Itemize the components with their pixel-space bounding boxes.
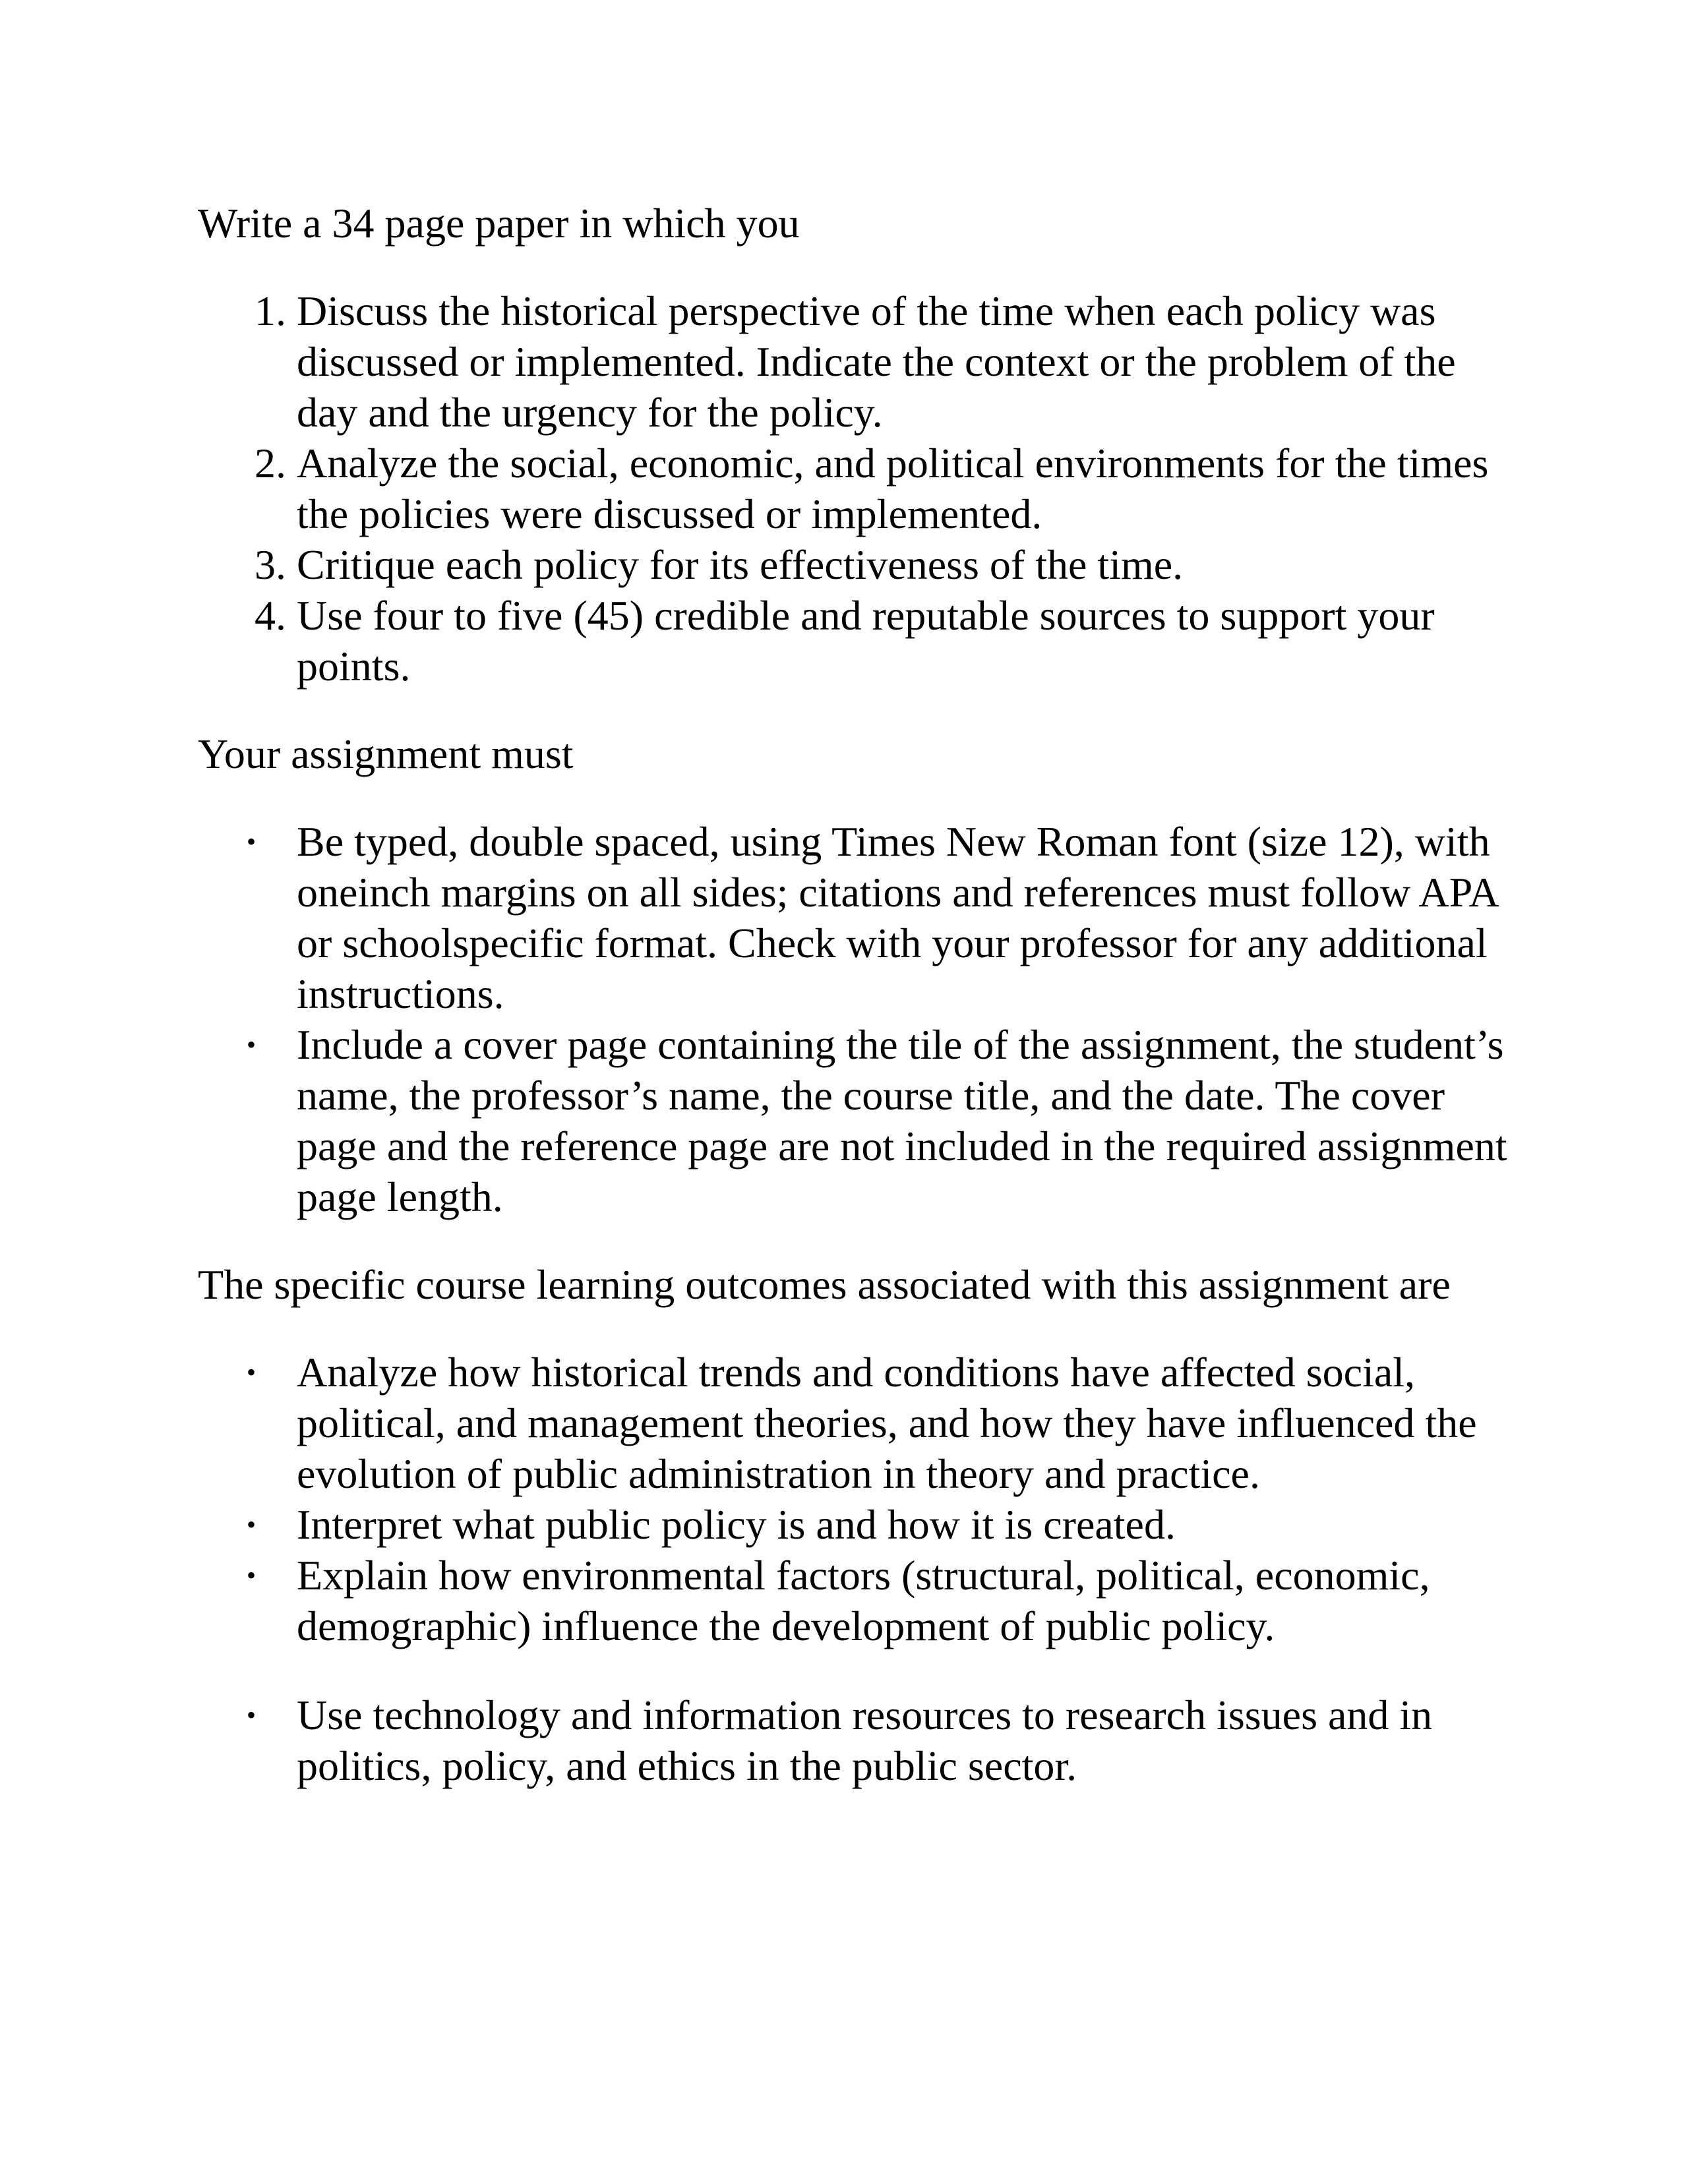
task-list xyxy=(198,285,1517,692)
requirements-heading: Your assignment must xyxy=(198,730,574,777)
task-item-4: 4. Use four to five (45) credible and reputable sources to support your points. xyxy=(297,590,1517,692)
requirement-text-2: Include a cover page containing the tile of the assignment, the student’s name, the professor’s name, the course title, and the date. The cover page and the reference page are not included in the required assignment page length. xyxy=(297,1021,1507,1220)
task-item-3: 3. Critique each policy for its effectiveness of the time. xyxy=(297,539,1517,590)
outcome-text-1: Analyze how historical trends and conditions have affected social, political, and management theories, and how they have influenced the evolution of public administration in theory and practice. xyxy=(297,1349,1477,1497)
outcomes-list xyxy=(198,1347,1517,1791)
outcome-item-3 xyxy=(247,1550,1517,1651)
document-page xyxy=(198,198,1517,1828)
outcomes-heading: The specific course learning outcomes associated with this assignment are xyxy=(198,1261,1451,1308)
requirements-list xyxy=(198,816,1517,1222)
bullet-icon: • xyxy=(247,1357,256,1387)
requirement-item-2 xyxy=(247,1019,1517,1222)
outcome-text-4: Use technology and information resources to research issues and in politics, policy, and ethics in the public sector. xyxy=(297,1692,1433,1789)
bullet-icon: • xyxy=(247,1700,256,1730)
outcome-text-3: Explain how environmental factors (structural, political, economic, demographic) influence the development of public policy. xyxy=(297,1552,1430,1649)
requirement-item-1 xyxy=(247,816,1517,1019)
requirement-text-1: Be typed, double spaced, using Times New Roman font (size 12), with oneinch margins on all sides; citations and references must follow APA or schoolspecific format. Check with your professor for any additional instructions. xyxy=(297,818,1497,1017)
bullet-icon: • xyxy=(247,827,256,856)
bullet-icon: • xyxy=(247,1510,256,1539)
bullet-icon: • xyxy=(247,1030,256,1059)
outcome-text-2: Interpret what public policy is and how it is created. xyxy=(297,1501,1176,1548)
intro-text: Write a 34 page paper in which you xyxy=(198,200,800,247)
outcome-item-1 xyxy=(247,1347,1517,1499)
task-item-2: 2. Analyze the social, economic, and political environments for the times the policies were discussed or implemented. xyxy=(297,438,1517,539)
outcome-item-4 xyxy=(247,1690,1517,1791)
bullet-icon: • xyxy=(247,1560,256,1590)
task-item-1: 1. Discuss the historical perspective of the time when each policy was discussed or implemented. Indicate the context or the problem of the day and the urgency for the policy. xyxy=(297,285,1517,438)
outcome-item-2 xyxy=(247,1499,1517,1550)
